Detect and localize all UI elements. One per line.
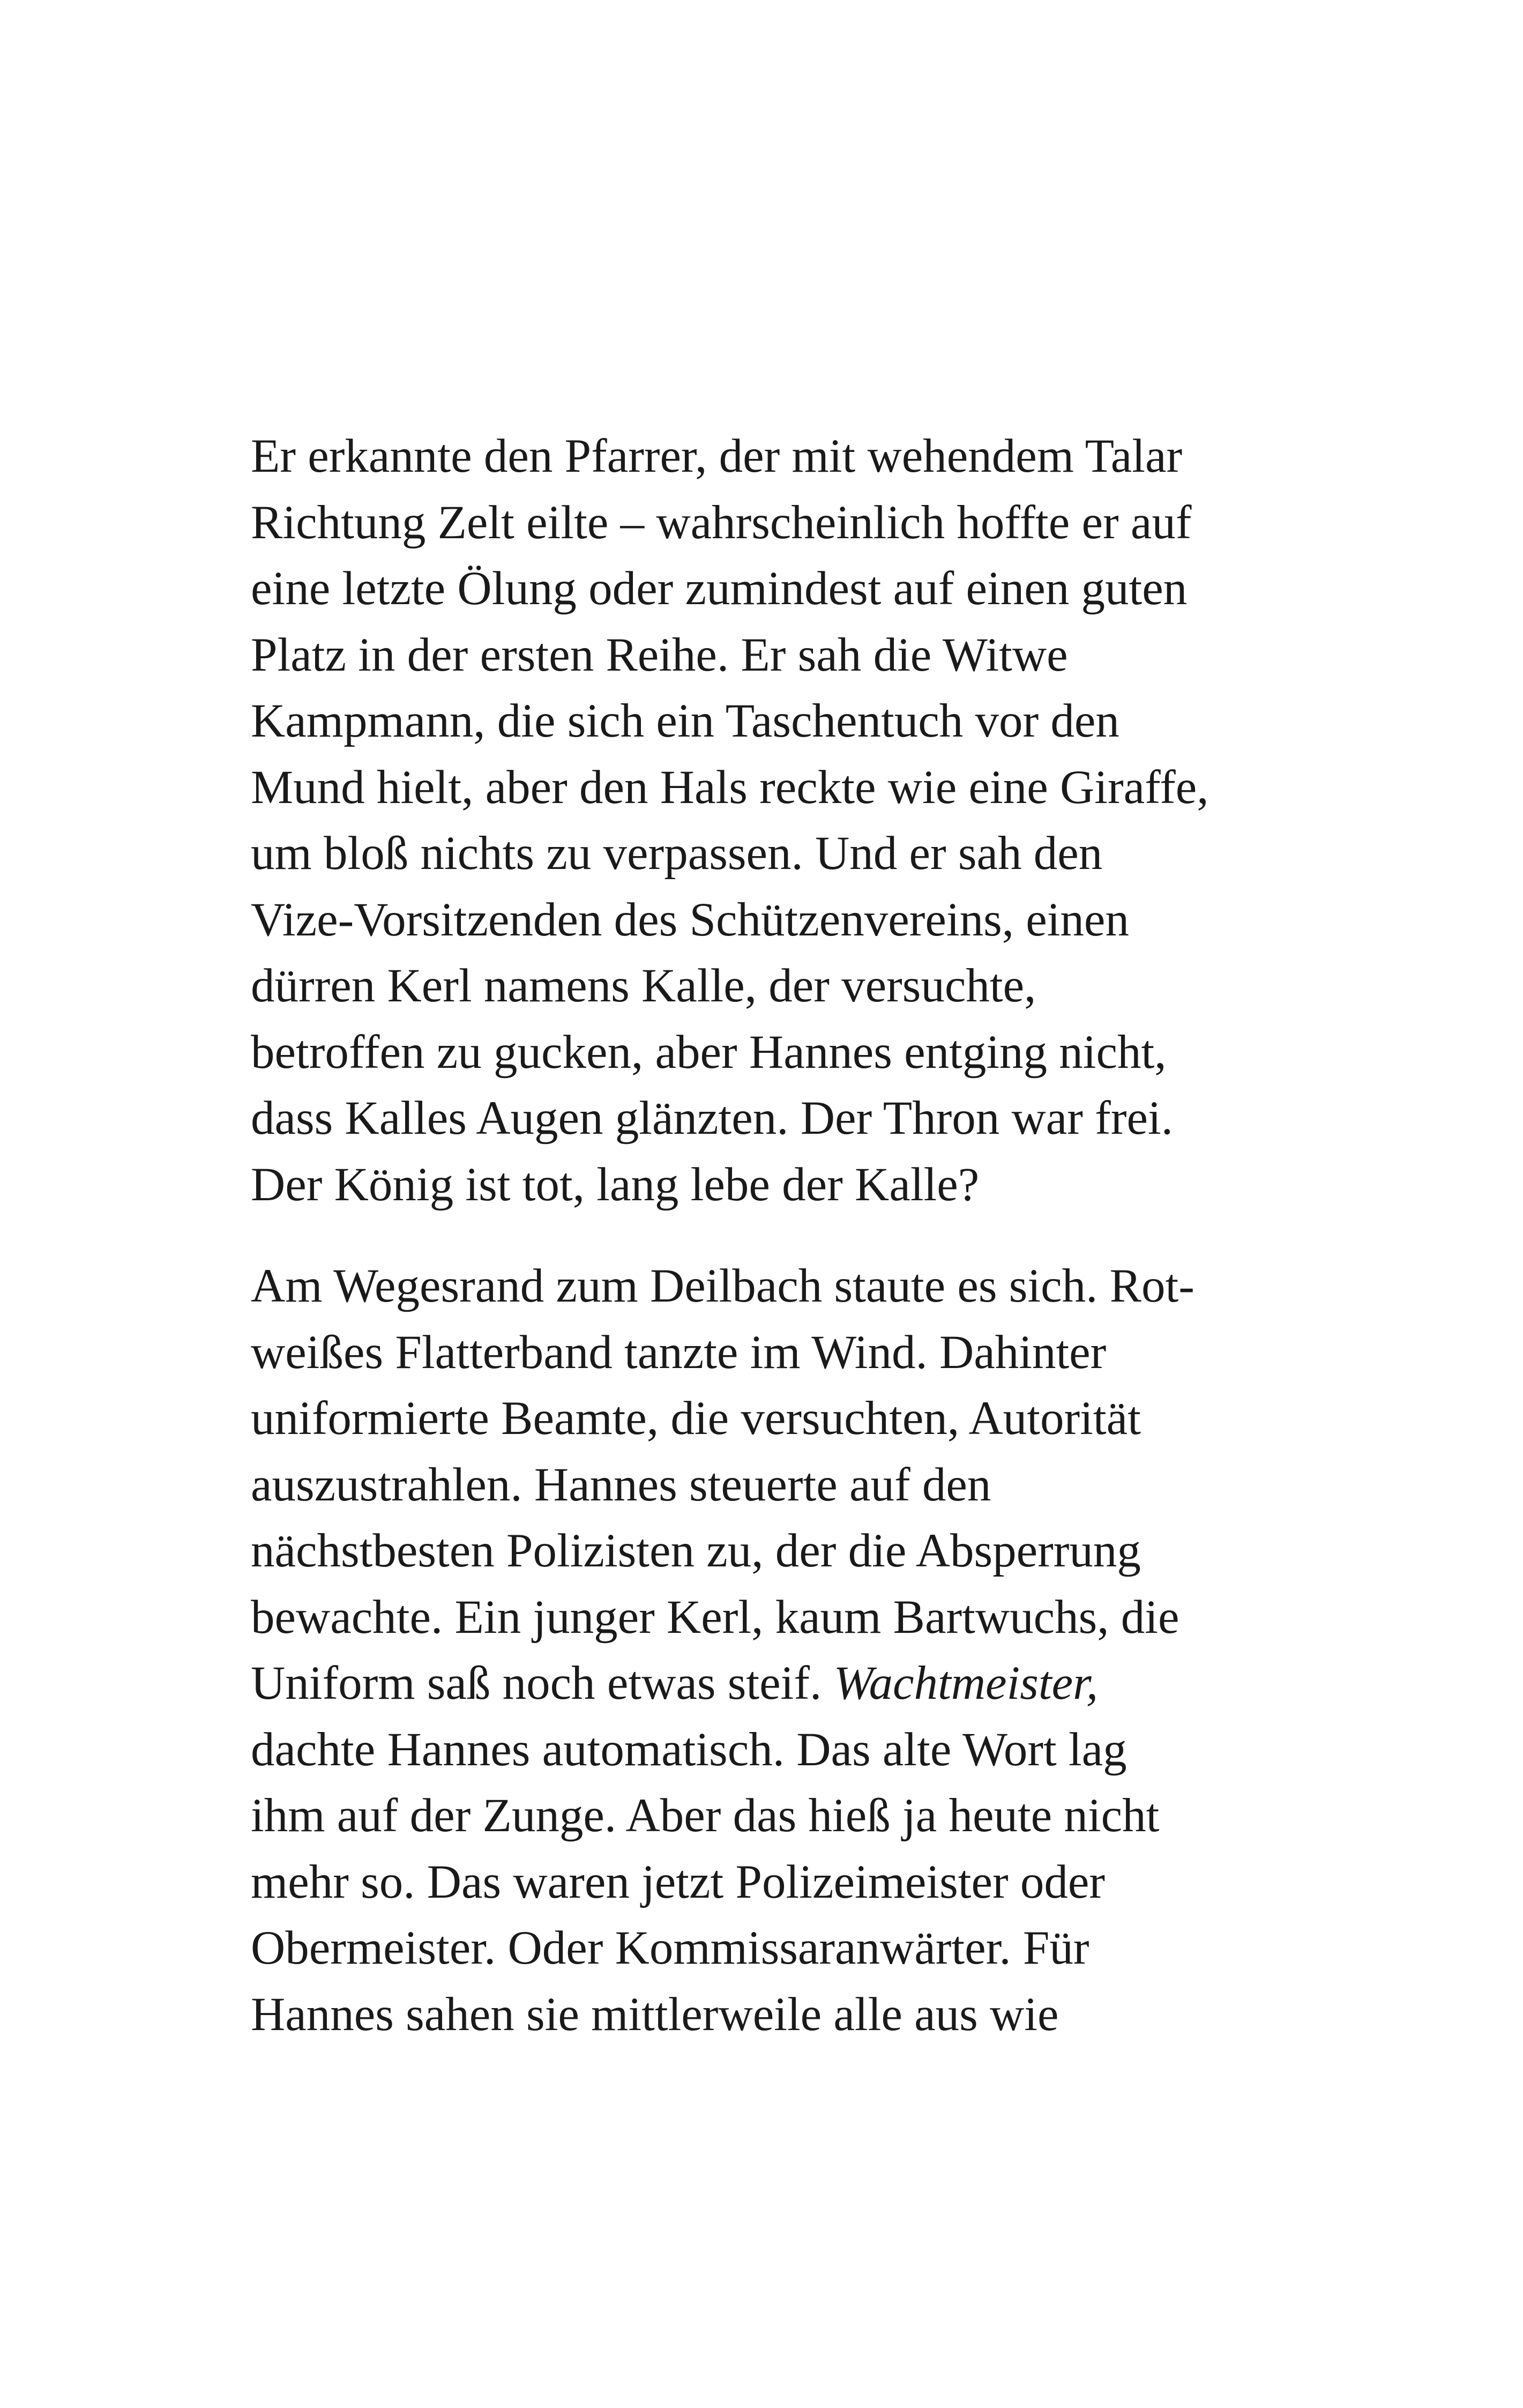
text-line: eine letzte Ölung oder zumindest auf einen guten: [251, 562, 1188, 615]
text-line: betroffen zu gucken, aber Hannes entging nicht,: [251, 1025, 1167, 1079]
text-line: ihm auf der Zunge. Aber das hieß ja heute nicht: [251, 1789, 1160, 1842]
text-line: Kampmann, die sich ein Taschentuch vor den: [251, 695, 1119, 747]
text-line: Am Wegesrand zum Deilbach staute es sich. Rot-: [251, 1260, 1194, 1312]
paragraph-1: [251, 423, 1323, 1218]
text-line: uniformierte Beamte, die versuchten, Autorität: [251, 1392, 1141, 1445]
text-line: Richtung Zelt eilte – wahrscheinlich hoffte er auf: [251, 496, 1192, 549]
text-line: dass Kalles Augen glänzten. Der Thron war frei.: [251, 1092, 1173, 1144]
text-line: bewachte. Ein junger Kerl, kaum Bartwuchs, die: [251, 1591, 1179, 1644]
paragraph-2: [251, 1253, 1323, 2048]
text-line-with-italic: [251, 1651, 1323, 1717]
text-line: Vize-Vorsitzenden des Schützenvereins, einen: [251, 893, 1129, 946]
text-line: weißes Flatterband tanzte im Wind. Dahinter: [251, 1326, 1107, 1379]
italic-word: Wachtmeister,: [833, 1657, 1099, 1710]
text-line: Obermeister. Oder Kommissaranwärter. Für: [251, 1922, 1089, 1974]
text-line: um bloß nichts zu verpassen. Und er sah den: [251, 827, 1103, 880]
text-line: dachte Hannes automatisch. Das alte Wort lag: [251, 1723, 1127, 1776]
text-line: nächstbesten Polizisten zu, der die Absperrung: [251, 1525, 1141, 1577]
text-line: dürren Kerl namens Kalle, der versuchte,: [251, 960, 1036, 1012]
text-line-prefix: Uniform saß noch etwas steif.: [251, 1657, 834, 1710]
text-line: auszustrahlen. Hannes steuerte auf den: [251, 1458, 991, 1511]
text-line: Der König ist tot, lang lebe der Kalle?: [251, 1158, 980, 1211]
text-line: Mund hielt, aber den Hals reckte wie eine Giraffe,: [251, 761, 1209, 814]
text-line: Hannes sahen sie mittlerweile alle aus wie: [251, 1988, 1059, 2041]
text-line: Er erkannte den Pfarrer, der mit wehendem Talar: [251, 430, 1183, 482]
text-line: mehr so. Das waren jetzt Polizeimeister oder: [251, 1855, 1106, 1908]
text-line: Platz in der ersten Reihe. Er sah die Witwe: [251, 628, 1068, 681]
body-text: [251, 423, 1323, 2048]
